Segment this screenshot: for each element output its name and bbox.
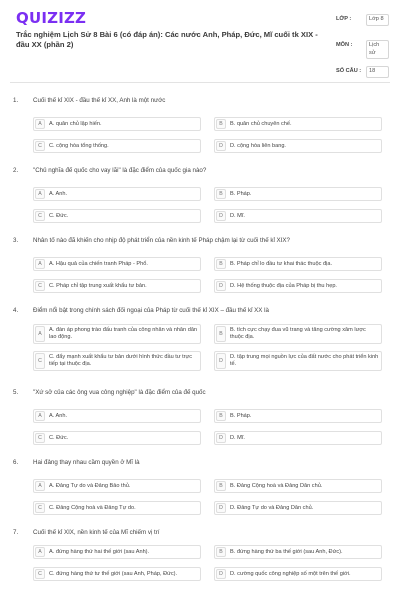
option-text: D. Hệ thống thuộc địa của Pháp bị thu hẹp. (230, 283, 337, 289)
option-text: D. tập trung mọi nguồn lực của đất nước cho phát triển kinh tế. (230, 354, 379, 367)
option-letter: C (35, 353, 45, 369)
option-letter: A (35, 547, 45, 557)
grade-label: LỚP : (336, 16, 352, 22)
option-a[interactable] (33, 545, 201, 559)
question-number: 6. (13, 459, 19, 466)
option-letter: B (216, 326, 226, 342)
option-letter: D (216, 211, 226, 221)
option-text: A. quân chủ lập hiến. (49, 121, 102, 127)
option-letter: B (216, 547, 226, 557)
option-d[interactable] (214, 431, 382, 445)
question-count-label: SỐ CÂU : (336, 68, 362, 74)
option-b[interactable] (214, 479, 382, 493)
option-text: D. Đảng Tự do và Đảng Dân chủ. (230, 505, 314, 511)
option-a[interactable] (33, 324, 201, 344)
header-divider (10, 82, 390, 83)
grade-value: Lớp 8 (366, 14, 389, 26)
option-letter: B (216, 119, 226, 129)
option-letter: C (35, 569, 45, 579)
option-c[interactable] (33, 501, 201, 515)
question-number: 5. (13, 389, 19, 396)
option-letter: A (35, 481, 45, 491)
option-letter: D (216, 353, 226, 369)
option-b[interactable] (214, 324, 382, 344)
option-text: B. tích cực chạy đua vũ trang và tăng cường xâm lược thuộc địa. (230, 327, 366, 340)
option-c[interactable] (33, 279, 201, 293)
option-text: C. Pháp chỉ tập trung xuất khẩu tư bản. (49, 283, 147, 289)
option-text: B. Pháp chỉ lo đầu tư khai thác thuộc địa. (230, 261, 333, 267)
option-letter: A (35, 326, 45, 342)
option-b[interactable] (214, 409, 382, 423)
option-c[interactable] (33, 351, 201, 371)
question-number: 4. (13, 307, 19, 314)
question-text: Hai đảng thay nhau cầm quyền ở Mĩ là (33, 459, 140, 466)
option-letter: D (216, 141, 226, 151)
option-text: D. Mĩ. (230, 435, 245, 441)
worksheet-title: Trắc nghiệm Lịch Sử 8 Bài 6 (có đáp án): Các nước Anh, Pháp, Đức, Mĩ cuối tk XIX - đầu XX (phần 2) (16, 30, 318, 49)
option-text: A. đàn áp phong trào đấu tranh của công nhân và nhân dân lao động. (49, 327, 198, 340)
question-text: Điểm nổi bật trong chính sách đối ngoại của Pháp từ cuối thế kỉ XIX – đầu thế kỉ XX là (33, 307, 269, 314)
option-text: C. đẩy mạnh xuất khẩu tư bản dưới hình thức đầu tư trực tiếp tại thuộc địa. (49, 354, 193, 367)
option-a[interactable] (33, 409, 201, 423)
question-number: 3. (13, 237, 19, 244)
option-text: C. cộng hòa tổng thống. (49, 143, 109, 149)
option-d[interactable] (214, 351, 382, 371)
option-text: B. Pháp. (230, 191, 252, 197)
worksheet-header (0, 0, 400, 84)
option-a[interactable] (33, 479, 201, 493)
option-text: A. đứng hàng thứ hai thế giới (sau Anh). (49, 549, 150, 555)
option-text: B. Đảng Cộng hoà và Đảng Dân chủ. (230, 483, 323, 489)
option-text: B. Pháp. (230, 413, 252, 419)
question-number: 2. (13, 167, 19, 174)
question-number: 7. (13, 529, 19, 536)
option-text: D. Mĩ. (230, 213, 245, 219)
question-number: 1. (13, 97, 19, 104)
option-b[interactable] (214, 545, 382, 559)
option-letter: A (35, 411, 45, 421)
option-letter: B (216, 259, 226, 269)
question-text: Nhân tố nào đã khiến cho nhịp độ phát triển của nền kinh tế Pháp chậm lại từ cuối thế kỉ XIX? (33, 237, 290, 244)
option-text: C. Đức. (49, 435, 69, 441)
option-letter: D (216, 503, 226, 513)
option-letter: A (35, 189, 45, 199)
option-letter: A (35, 259, 45, 269)
option-b[interactable] (214, 257, 382, 271)
option-letter: C (35, 503, 45, 513)
option-letter: C (35, 281, 45, 291)
option-letter: A (35, 119, 45, 129)
option-d[interactable] (214, 501, 382, 515)
question-count-value: 18 (366, 66, 389, 78)
option-letter: B (216, 411, 226, 421)
option-text: A. Anh. (49, 413, 68, 419)
option-letter: C (35, 433, 45, 443)
option-c[interactable] (33, 431, 201, 445)
option-d[interactable] (214, 139, 382, 153)
option-letter: C (35, 141, 45, 151)
option-text: B. đứng hàng thứ ba thế giới (sau Anh, Đức). (230, 549, 343, 555)
option-c[interactable] (33, 139, 201, 153)
option-text: D. cộng hòa liên bang. (230, 143, 286, 149)
option-letter: C (35, 211, 45, 221)
option-text: C. Đảng Cộng hoà và Đảng Tự do. (49, 505, 136, 511)
option-d[interactable] (214, 567, 382, 581)
subject-value: Lịch sử (366, 40, 389, 59)
option-letter: D (216, 433, 226, 443)
option-letter: D (216, 569, 226, 579)
option-text: B. quân chủ chuyên chế. (230, 121, 292, 127)
option-text: A. Đảng Tự do và Đảng Bảo thủ. (49, 483, 131, 489)
option-a[interactable] (33, 117, 201, 131)
subject-label: MÔN : (336, 42, 353, 48)
quizizz-logo: QUIZIZZ (16, 9, 87, 27)
option-d[interactable] (214, 279, 382, 293)
option-c[interactable] (33, 567, 201, 581)
option-a[interactable] (33, 257, 201, 271)
option-letter: D (216, 281, 226, 291)
option-c[interactable] (33, 209, 201, 223)
question-text: "Xứ sở của các ông vua công nghiệp" là đặc điểm của đế quốc (33, 389, 206, 396)
option-text: C. Đức. (49, 213, 69, 219)
option-letter: B (216, 189, 226, 199)
option-text: C. đứng hàng thứ tư thế giới (sau Anh, Pháp, Đức). (49, 571, 178, 577)
option-letter: B (216, 481, 226, 491)
option-a[interactable] (33, 187, 201, 201)
option-b[interactable] (214, 117, 382, 131)
option-text: A. Anh. (49, 191, 68, 197)
question-text: Cuối thế kỉ XIX - đầu thế kỉ XX, Anh là một nước (33, 97, 166, 104)
question-text: Cuối thế kỉ XIX, nền kinh tế của Mĩ chiếm vị trí (33, 529, 160, 536)
question-text: "Chủ nghĩa đế quốc cho vay lãi" là đặc điểm của quốc gia nào? (33, 167, 207, 174)
option-d[interactable] (214, 209, 382, 223)
option-b[interactable] (214, 187, 382, 201)
option-text: D. cường quốc công nghiệp số một trên thế giới. (230, 571, 351, 577)
option-text: A. Hậu quả của chiến tranh Pháp - Phổ. (49, 261, 148, 267)
